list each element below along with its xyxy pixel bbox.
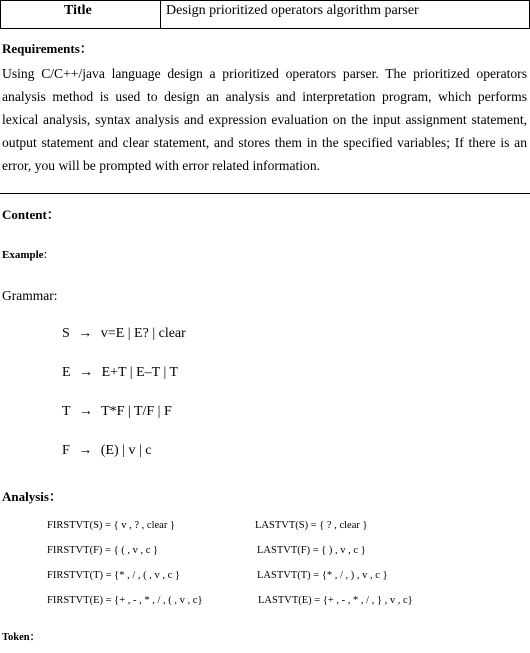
requirements-label: Requirements： bbox=[2, 41, 93, 56]
lastvt-e: LASTVT(E) = {+ , - , * , / , } , v , c} bbox=[258, 595, 413, 606]
table-column-divider bbox=[160, 0, 161, 29]
rule-rhs: v=E | E? | clear bbox=[100, 326, 186, 341]
grammar-label: Grammar: bbox=[2, 288, 58, 303]
grammar-rule-t bbox=[62, 404, 172, 420]
grammar-rule-e bbox=[62, 365, 178, 381]
header-bottom-border bbox=[0, 28, 530, 29]
lastvt-f: LASTVT(F) = { ) , v , c } bbox=[257, 545, 366, 556]
analysis-label: Analysis： bbox=[2, 489, 62, 504]
example-colon: : bbox=[43, 246, 48, 261]
table-top-border bbox=[0, 0, 530, 1]
table-left-border bbox=[0, 0, 1, 29]
token-label: Token： bbox=[2, 632, 41, 643]
title-value: Design prioritized operators algorithm parser bbox=[166, 3, 419, 18]
rule-rhs: E+T | E–T | T bbox=[101, 365, 179, 380]
firstvt-e: FIRSTVT(E) = {+ , - , * , / , ( , v , c} bbox=[47, 595, 203, 606]
arrow-icon: → bbox=[78, 326, 93, 341]
rule-rhs: (E) | v | c bbox=[100, 443, 152, 458]
arrow-icon: → bbox=[78, 404, 93, 419]
lastvt-t: LASTVT(T) = {* , / , ) , v , c } bbox=[257, 570, 388, 581]
example-label: Example bbox=[2, 249, 44, 261]
rule-lhs: E bbox=[62, 365, 71, 380]
rule-lhs: F bbox=[62, 443, 70, 458]
firstvt-f: FIRSTVT(F) = { ( , v , c } bbox=[47, 545, 159, 556]
content-label: Content： bbox=[2, 207, 60, 222]
example-heading bbox=[2, 246, 47, 262]
section-divider bbox=[0, 193, 530, 194]
arrow-icon: → bbox=[79, 365, 94, 380]
firstvt-t: FIRSTVT(T) = {* , / , ( , v , c } bbox=[47, 570, 180, 581]
grammar-rule-f bbox=[62, 443, 152, 459]
rule-lhs: T bbox=[62, 404, 71, 419]
lastvt-s: LASTVT(S) = { ? , clear } bbox=[255, 520, 368, 531]
grammar-rule-s bbox=[62, 326, 186, 342]
rule-rhs: T*F | T/F | F bbox=[101, 404, 172, 419]
title-label: Title bbox=[64, 3, 92, 18]
requirements-text: Using C/C++/java language design a prioritized operators parser. The prioritized operators analysis method is used to design an analysis and interpretation program, which performs lexical analysis, syntax analysis and expression evaluation on the input assignment statement, output statement and clear statement, and stores them in the specified variables; If there is an error, you will be prompted with error related information. bbox=[2, 66, 527, 173]
rule-lhs: S bbox=[62, 326, 70, 341]
arrow-icon: → bbox=[78, 443, 93, 458]
firstvt-s: FIRSTVT(S) = { v , ? , clear } bbox=[47, 520, 175, 531]
